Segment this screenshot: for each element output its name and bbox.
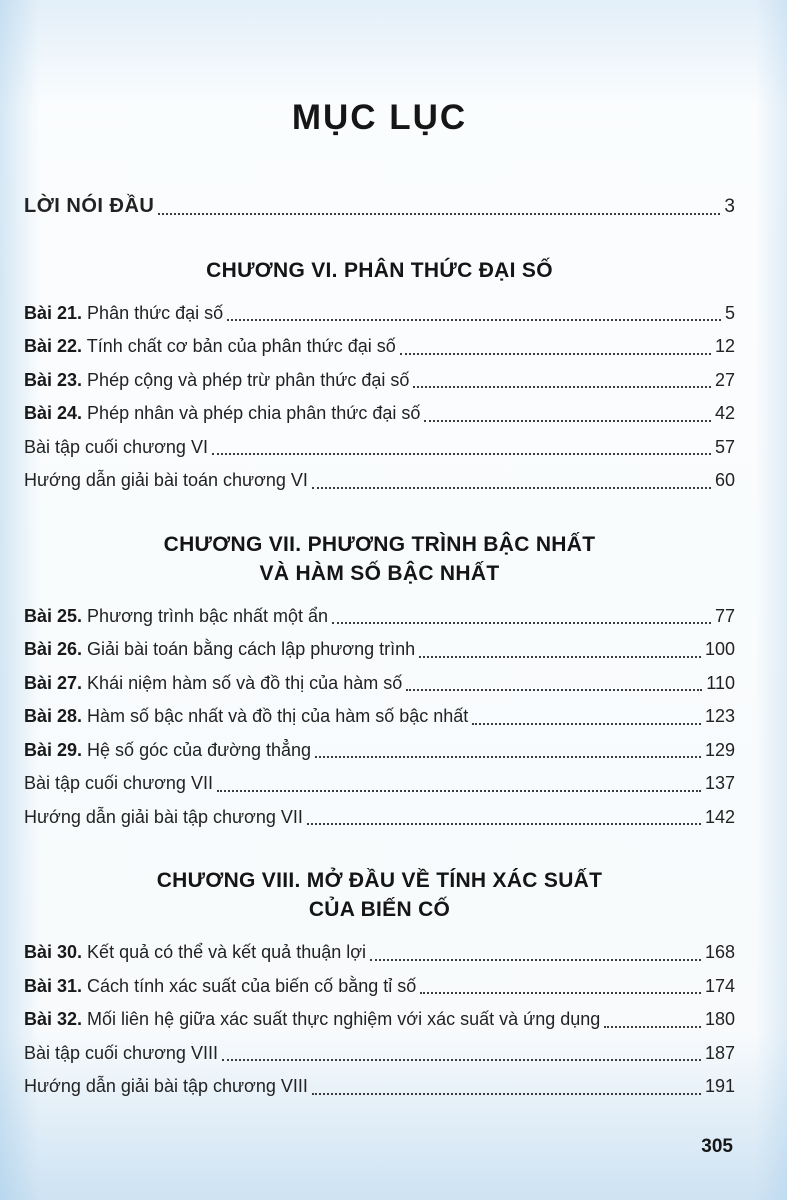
entry-number: Bài 31. xyxy=(24,975,83,996)
toc-entry xyxy=(24,397,735,431)
entry-page: 77 xyxy=(714,605,735,626)
entry-title: Hướng dẫn giải bài tập chương VIII xyxy=(24,1076,308,1096)
entry-page: 110 xyxy=(706,672,735,693)
entry-title: Hướng dẫn giải bài toán chương VI xyxy=(24,470,308,490)
dot-leader xyxy=(212,453,711,455)
toc-entry xyxy=(24,700,735,734)
entry-title: Bài tập cuối chương VII xyxy=(24,773,213,793)
entry-page: 57 xyxy=(714,436,735,457)
toc-entry xyxy=(24,464,735,498)
toc-entry xyxy=(24,734,735,768)
entry-title: Kết quả có thể và kết quả thuận lợi xyxy=(82,942,367,962)
dot-leader xyxy=(604,1026,701,1028)
chapter-heading xyxy=(24,256,735,285)
entry-label xyxy=(24,970,416,1004)
entry-page: 12 xyxy=(714,336,735,356)
entry-label xyxy=(24,700,468,734)
dot-leader xyxy=(420,992,701,994)
preface-entry xyxy=(24,190,735,224)
entry-page: 180 xyxy=(704,1009,735,1029)
entry-label xyxy=(24,397,420,431)
entry-label xyxy=(24,936,366,970)
entry-label xyxy=(24,734,311,768)
dot-leader xyxy=(472,723,701,725)
dot-leader xyxy=(332,622,711,624)
dot-leader xyxy=(222,1059,701,1061)
entry-title: Phương trình bậc nhất một ẩn xyxy=(82,605,329,626)
chapter-heading-line: VÀ HÀM SỐ BẬC NHẤT xyxy=(259,561,500,585)
dot-leader xyxy=(424,420,711,422)
toc-entry xyxy=(24,970,735,1004)
entry-label xyxy=(24,767,213,801)
page-number: 305 xyxy=(701,1136,733,1157)
entry-label xyxy=(24,801,303,835)
dot-leader xyxy=(315,756,701,758)
entry-title: Bài tập cuối chương VI xyxy=(24,436,208,457)
entry-page: 142 xyxy=(704,806,735,827)
entry-title: Hàm số bậc nhất và đồ thị của hàm số bậc nhất xyxy=(82,706,469,726)
chapter-heading xyxy=(24,530,735,588)
dot-leader xyxy=(406,689,702,691)
entry-label xyxy=(24,364,409,398)
toc-entry xyxy=(24,936,735,970)
entry-title: Bài tập cuối chương VIII xyxy=(24,1042,218,1063)
dot-leader xyxy=(307,823,701,825)
chapter-heading xyxy=(24,866,735,924)
page-title: MỤC LỤC xyxy=(291,98,468,137)
toc-entry xyxy=(24,1037,735,1071)
entry-label xyxy=(24,1003,600,1037)
preface-page: 3 xyxy=(724,196,735,217)
chapter-heading-line: CHƯƠNG VI. PHÂN THỨC ĐẠI SỐ xyxy=(206,258,553,282)
entry-label xyxy=(24,297,223,331)
entry-number: Bài 26. xyxy=(24,639,83,659)
toc-entry xyxy=(24,1070,735,1104)
entry-number: Bài 27. xyxy=(24,672,83,693)
entry-page: 168 xyxy=(704,942,735,962)
entry-page: 129 xyxy=(704,739,735,760)
dot-leader xyxy=(312,1093,701,1095)
toc-entry xyxy=(24,600,735,634)
entry-page: 42 xyxy=(714,403,735,423)
entry-title: Phân thức đại số xyxy=(82,302,224,323)
toc-entry xyxy=(24,1003,735,1037)
entry-label xyxy=(24,431,208,465)
entry-title: Cách tính xác suất của biến cố bằng tỉ số xyxy=(82,975,417,996)
entry-number: Bài 21. xyxy=(24,302,83,323)
entry-page: 137 xyxy=(704,773,735,793)
entry-label xyxy=(24,600,328,634)
entry-number: Bài 32. xyxy=(24,1009,83,1029)
entry-number: Bài 24. xyxy=(24,403,83,423)
entry-number: Bài 30. xyxy=(24,942,83,962)
toc-entry xyxy=(24,633,735,667)
toc-entry xyxy=(24,364,735,398)
dot-leader xyxy=(370,959,701,961)
entry-label xyxy=(24,330,396,364)
dot-leader xyxy=(227,319,721,321)
toc-entry xyxy=(24,330,735,364)
chapter-heading-line: CỦA BIẾN CỐ xyxy=(308,898,451,921)
entry-page: 60 xyxy=(714,470,735,490)
entry-label xyxy=(24,464,308,498)
entry-title: Phép cộng và phép trừ phân thức đại số xyxy=(82,369,410,390)
entry-number: Bài 29. xyxy=(24,739,83,760)
dot-leader xyxy=(413,386,711,388)
toc-entry xyxy=(24,297,735,331)
entry-page: 27 xyxy=(714,369,735,390)
entry-label xyxy=(24,633,415,667)
entry-page: 174 xyxy=(704,975,735,996)
toc-entry xyxy=(24,801,735,835)
chapter-heading-line: CHƯƠNG VIII. MỞ ĐẦU VỀ TÍNH XÁC SUẤT xyxy=(156,869,603,892)
chapters xyxy=(24,256,735,1104)
entry-page: 187 xyxy=(704,1042,735,1063)
entry-title: Phép nhân và phép chia phân thức đại số xyxy=(82,403,421,423)
entry-title: Giải bài toán bằng cách lập phương trình xyxy=(82,639,416,659)
entry-page: 123 xyxy=(704,706,735,726)
toc-entry xyxy=(24,767,735,801)
chapter-heading-line: CHƯƠNG VII. PHƯƠNG TRÌNH BẬC NHẤT xyxy=(163,532,596,556)
entry-page: 5 xyxy=(724,302,735,323)
entry-number: Bài 25. xyxy=(24,605,83,626)
entry-title: Hướng dẫn giải bài tập chương VII xyxy=(24,806,303,827)
entry-number: Bài 22. xyxy=(24,336,83,356)
entry-label xyxy=(24,1070,308,1104)
dot-leader xyxy=(312,487,711,489)
preface-label: LỜI NÓI ĐẦU xyxy=(24,195,155,217)
entry-number: Bài 23. xyxy=(24,369,83,390)
entry-title: Mối liên hệ giữa xác suất thực nghiệm với xác suất và ứng dụng xyxy=(82,1009,601,1029)
dot-leader xyxy=(419,656,701,658)
entry-number: Bài 28. xyxy=(24,706,83,726)
entry-label xyxy=(24,1037,218,1071)
entry-page: 100 xyxy=(704,639,735,659)
entry-label xyxy=(24,667,402,701)
dot-leader xyxy=(217,790,701,792)
dot-leader xyxy=(400,353,711,355)
entry-title: Hệ số góc của đường thẳng xyxy=(82,739,312,760)
toc-entry xyxy=(24,431,735,465)
entry-title: Tính chất cơ bản của phân thức đại số xyxy=(82,336,396,356)
toc-entry xyxy=(24,667,735,701)
entry-page: 191 xyxy=(704,1076,735,1096)
dot-leader xyxy=(158,213,720,215)
entry-title: Khái niệm hàm số và đồ thị của hàm số xyxy=(82,672,403,693)
